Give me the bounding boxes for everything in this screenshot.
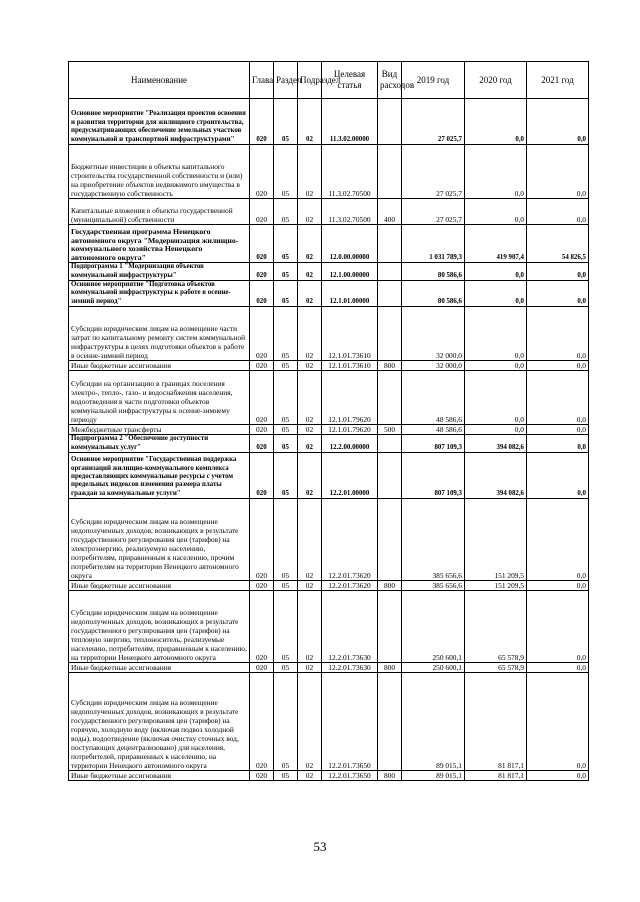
row-2020: 65 578,9 bbox=[465, 591, 527, 663]
row-podrazdel: 02 bbox=[298, 361, 322, 371]
row-vid bbox=[378, 307, 402, 361]
row-razdel: 05 bbox=[274, 771, 298, 781]
row-vid: 400 bbox=[378, 199, 402, 225]
row-razdel: 05 bbox=[274, 199, 298, 225]
row-vid bbox=[378, 145, 402, 199]
row-vid bbox=[378, 591, 402, 663]
row-name: Иные бюджетные ассигнования bbox=[69, 663, 250, 673]
row-name: Основное мероприятие "Реализация проектов освоения и развития территории для жилищного строительства, предусматривающих обеспечение земельных участков коммунальной и транспортной инфраструктурами" bbox=[69, 99, 250, 145]
header-target: Целевая статья bbox=[322, 62, 378, 99]
table-row bbox=[69, 361, 589, 371]
row-2020: 394 082,6 bbox=[465, 453, 527, 499]
row-target: 12.2.01.73630 bbox=[322, 663, 378, 673]
row-podrazdel: 02 bbox=[298, 673, 322, 771]
row-name: Государственная программа Ненецкого автономного округа "Модернизация жилищно-коммунального хозяйства Ненецкого автономного округа" bbox=[69, 225, 250, 263]
row-2021: 0,0 bbox=[527, 591, 589, 663]
row-name: Бюджетные инвестиции в объекты капитального строительства государственной собственности и (или) на приобретение объектов недвижимого имущества в государственную собственность bbox=[69, 145, 250, 199]
row-2019: 250 600,1 bbox=[402, 591, 465, 663]
row-podrazdel: 02 bbox=[298, 371, 322, 425]
row-2020: 0,0 bbox=[465, 199, 527, 225]
header-2020: 2020 год bbox=[465, 62, 527, 99]
budget-table bbox=[68, 61, 589, 781]
row-target: 11.3.02.00000 bbox=[322, 99, 378, 145]
row-target: 12.2.01.73650 bbox=[322, 673, 378, 771]
row-vid: 500 bbox=[378, 425, 402, 435]
table-row bbox=[69, 307, 589, 361]
row-name: Субсидии на организацию в границах поселения электро-, тепло-, газо- и водоснабжения населения, водоотведения в части подготовки объектов коммунальной инфраструктуры к осенне-зимнему периоду bbox=[69, 371, 250, 425]
row-target: 12.1.01.73610 bbox=[322, 307, 378, 361]
row-2019: 807 109,3 bbox=[402, 453, 465, 499]
table-row bbox=[69, 145, 589, 199]
row-glava: 020 bbox=[250, 771, 274, 781]
row-2019: 89 015,1 bbox=[402, 673, 465, 771]
row-target: 12.2.01.00000 bbox=[322, 453, 378, 499]
row-2020: 81 817,1 bbox=[465, 771, 527, 781]
row-2019: 807 109,3 bbox=[402, 435, 465, 453]
table-row bbox=[69, 425, 589, 435]
header-2021: 2021 год bbox=[527, 62, 589, 99]
row-podrazdel: 02 bbox=[298, 307, 322, 361]
row-razdel: 05 bbox=[274, 435, 298, 453]
row-razdel: 05 bbox=[274, 361, 298, 371]
table-row bbox=[69, 673, 589, 771]
row-2021: 0,0 bbox=[527, 145, 589, 199]
row-target: 12.1.01.79620 bbox=[322, 425, 378, 435]
row-glava: 020 bbox=[250, 425, 274, 435]
row-name: Иные бюджетные ассигнования bbox=[69, 361, 250, 371]
row-2021: 54 826,5 bbox=[527, 225, 589, 263]
row-vid bbox=[378, 99, 402, 145]
row-2019: 32 000,0 bbox=[402, 307, 465, 361]
row-2020: 0,0 bbox=[465, 145, 527, 199]
row-name: Иные бюджетные ассигнования bbox=[69, 771, 250, 781]
row-glava: 020 bbox=[250, 499, 274, 581]
table-row bbox=[69, 99, 589, 145]
row-razdel: 05 bbox=[274, 663, 298, 673]
row-razdel: 05 bbox=[274, 499, 298, 581]
row-2021: 0,0 bbox=[527, 771, 589, 781]
row-vid: 800 bbox=[378, 663, 402, 673]
row-2021: 0,0 bbox=[527, 425, 589, 435]
row-2019: 32 000,0 bbox=[402, 361, 465, 371]
table-body bbox=[69, 99, 589, 781]
row-vid bbox=[378, 499, 402, 581]
header-2019: 2019 год bbox=[402, 62, 465, 99]
row-2020: 151 209,5 bbox=[465, 499, 527, 581]
row-vid bbox=[378, 225, 402, 263]
row-glava: 020 bbox=[250, 225, 274, 263]
row-2020: 0,0 bbox=[465, 425, 527, 435]
row-name: Субсидии юридическим лицам на возмещение недополученных доходов, возникающих в результате государственного регулирования цен (тарифов) на горячую, холодную воду (включая подвоз холодной воды), водоотведение (включая очистку сточных вод, поступающих децентрализовано) для населения, потребителей, приравненных к населению, на территории Ненецкого автономного округа bbox=[69, 673, 250, 771]
row-2019: 385 656,6 bbox=[402, 499, 465, 581]
row-podrazdel: 02 bbox=[298, 581, 322, 591]
row-2021: 0,0 bbox=[527, 371, 589, 425]
row-razdel: 05 bbox=[274, 99, 298, 145]
row-podrazdel: 02 bbox=[298, 199, 322, 225]
row-2020: 0,0 bbox=[465, 263, 527, 281]
row-2019: 48 586,6 bbox=[402, 425, 465, 435]
row-razdel: 05 bbox=[274, 145, 298, 199]
row-2021: 0,0 bbox=[527, 99, 589, 145]
row-name: Межбюджетные трансферты bbox=[69, 425, 250, 435]
table-row bbox=[69, 371, 589, 425]
row-2019: 48 586,6 bbox=[402, 371, 465, 425]
table-row bbox=[69, 453, 589, 499]
row-2021: 0,0 bbox=[527, 663, 589, 673]
row-vid: 800 bbox=[378, 771, 402, 781]
row-2021: 0,0 bbox=[527, 307, 589, 361]
row-glava: 020 bbox=[250, 307, 274, 361]
row-2020: 0,0 bbox=[465, 99, 527, 145]
table-row bbox=[69, 663, 589, 673]
row-2020: 419 907,4 bbox=[465, 225, 527, 263]
row-target: 12.2.01.73620 bbox=[322, 499, 378, 581]
row-name: Капитальные вложения в объекты государственной (муниципальной) собственности bbox=[69, 199, 250, 225]
row-podrazdel: 02 bbox=[298, 435, 322, 453]
row-2019: 250 600,1 bbox=[402, 663, 465, 673]
table-row bbox=[69, 263, 589, 281]
table-row bbox=[69, 581, 589, 591]
row-name: Иные бюджетные ассигнования bbox=[69, 581, 250, 591]
row-2019: 89 015,1 bbox=[402, 771, 465, 781]
row-vid bbox=[378, 371, 402, 425]
row-glava: 020 bbox=[250, 673, 274, 771]
header-razdel: Раздел bbox=[274, 62, 298, 99]
row-2021: 0,0 bbox=[527, 263, 589, 281]
table-row bbox=[69, 499, 589, 581]
row-razdel: 05 bbox=[274, 453, 298, 499]
row-podrazdel: 02 bbox=[298, 281, 322, 307]
row-target: 11.3.02.70500 bbox=[322, 199, 378, 225]
row-glava: 020 bbox=[250, 263, 274, 281]
row-name: Основное мероприятие "Государственная поддержка организаций жилищно-коммунального комплекса предоставляющих коммунальные ресурсы с учетом предельных индексов изменения размера платы граждан за коммунальные услуги" bbox=[69, 453, 250, 499]
row-razdel: 05 bbox=[274, 263, 298, 281]
row-2020: 0,0 bbox=[465, 307, 527, 361]
row-target: 12.1.01.00000 bbox=[322, 281, 378, 307]
row-name: Подпрограмма 1 "Модернизация объектов коммунальной инфраструктуры" bbox=[69, 263, 250, 281]
row-target: 12.2.01.73630 bbox=[322, 591, 378, 663]
table-row bbox=[69, 435, 589, 453]
row-2021: 0,0 bbox=[527, 199, 589, 225]
row-podrazdel: 02 bbox=[298, 145, 322, 199]
row-target: 12.1.00.00000 bbox=[322, 263, 378, 281]
row-target: 12.2.00.00000 bbox=[322, 435, 378, 453]
table-row bbox=[69, 199, 589, 225]
row-glava: 020 bbox=[250, 435, 274, 453]
row-name: Субсидии юридическим лицам на возмещение части затрат по капитальному ремонту систем коммунальной инфраструктуры в целях подготовки объектов к работе в осенне-зимний период bbox=[69, 307, 250, 361]
row-podrazdel: 02 bbox=[298, 663, 322, 673]
row-glava: 020 bbox=[250, 99, 274, 145]
row-vid bbox=[378, 281, 402, 307]
row-target: 11.3.02.70500 bbox=[322, 145, 378, 199]
row-target: 12.1.01.73610 bbox=[322, 361, 378, 371]
row-2020: 394 082,6 bbox=[465, 435, 527, 453]
row-target: 12.0.00.00000 bbox=[322, 225, 378, 263]
row-name: Подпрограмма 2 "Обеспечение доступности коммунальных услуг" bbox=[69, 435, 250, 453]
table-row bbox=[69, 591, 589, 663]
row-target: 12.2.01.73650 bbox=[322, 771, 378, 781]
row-name: Субсидии юридическим лицам на возмещение недополученных доходов, возникающих в результате государственного регулирования цен (тарифов) на электроэнергию, реализуемую населению, потребителям, приравненным к населению, прочим потребителям на территории Ненецкого автономного округа bbox=[69, 499, 250, 581]
row-2019: 80 586,6 bbox=[402, 263, 465, 281]
row-2021: 0,0 bbox=[527, 281, 589, 307]
row-razdel: 05 bbox=[274, 425, 298, 435]
row-2019: 385 656,6 bbox=[402, 581, 465, 591]
row-2021: 0,0 bbox=[527, 453, 589, 499]
row-target: 12.2.01.73620 bbox=[322, 581, 378, 591]
row-razdel: 05 bbox=[274, 591, 298, 663]
row-2019: 27 025,7 bbox=[402, 99, 465, 145]
row-2020: 151 209,5 bbox=[465, 581, 527, 591]
row-2021: 0,0 bbox=[527, 581, 589, 591]
row-glava: 020 bbox=[250, 371, 274, 425]
row-podrazdel: 02 bbox=[298, 771, 322, 781]
row-name: Субсидии юридическим лицам на возмещение недополученных доходов, возникающих в результате государственного регулирования цен (тарифов) на тепловую энергию, теплоноситель, реализуемые населению, потребителям, приравненным к населению, на территории Ненецкого автономного округа bbox=[69, 591, 250, 663]
row-name: Основное мероприятие "Подготовка объектов коммунальной инфраструктуры к работе в осенне-зимний период" bbox=[69, 281, 250, 307]
header-vid: Вид расходов bbox=[378, 62, 402, 99]
row-razdel: 05 bbox=[274, 225, 298, 263]
header-glava: Глава bbox=[250, 62, 274, 99]
row-podrazdel: 02 bbox=[298, 263, 322, 281]
row-vid bbox=[378, 673, 402, 771]
row-2019: 80 586,6 bbox=[402, 281, 465, 307]
row-razdel: 05 bbox=[274, 673, 298, 771]
row-glava: 020 bbox=[250, 663, 274, 673]
header-name: Наименование bbox=[69, 62, 250, 99]
row-2021: 0,0 bbox=[527, 673, 589, 771]
row-glava: 020 bbox=[250, 361, 274, 371]
row-2020: 0,0 bbox=[465, 281, 527, 307]
table-row bbox=[69, 225, 589, 263]
row-podrazdel: 02 bbox=[298, 591, 322, 663]
row-2020: 0,0 bbox=[465, 371, 527, 425]
row-razdel: 05 bbox=[274, 307, 298, 361]
row-2021: 0,0 bbox=[527, 435, 589, 453]
row-glava: 020 bbox=[250, 199, 274, 225]
row-vid: 800 bbox=[378, 361, 402, 371]
table-row bbox=[69, 771, 589, 781]
page-number: 53 bbox=[313, 839, 327, 854]
row-2019: 27 025,7 bbox=[402, 199, 465, 225]
row-vid bbox=[378, 263, 402, 281]
row-podrazdel: 02 bbox=[298, 499, 322, 581]
row-glava: 020 bbox=[250, 453, 274, 499]
row-vid bbox=[378, 435, 402, 453]
table-row bbox=[69, 281, 589, 307]
row-vid: 800 bbox=[378, 581, 402, 591]
row-razdel: 05 bbox=[274, 371, 298, 425]
row-podrazdel: 02 bbox=[298, 225, 322, 263]
row-2021: 0,0 bbox=[527, 361, 589, 371]
row-2020: 0,0 bbox=[465, 361, 527, 371]
row-glava: 020 bbox=[250, 281, 274, 307]
row-2019: 27 025,7 bbox=[402, 145, 465, 199]
row-razdel: 05 bbox=[274, 581, 298, 591]
row-glava: 020 bbox=[250, 591, 274, 663]
row-glava: 020 bbox=[250, 581, 274, 591]
row-2020: 81 817,1 bbox=[465, 673, 527, 771]
row-podrazdel: 02 bbox=[298, 425, 322, 435]
row-glava: 020 bbox=[250, 145, 274, 199]
row-vid bbox=[378, 453, 402, 499]
header-podrazdel: Подраздел bbox=[298, 62, 322, 99]
row-2020: 65 578,9 bbox=[465, 663, 527, 673]
row-target: 12.1.01.79620 bbox=[322, 371, 378, 425]
row-podrazdel: 02 bbox=[298, 453, 322, 499]
row-2021: 0,0 bbox=[527, 499, 589, 581]
row-podrazdel: 02 bbox=[298, 99, 322, 145]
row-razdel: 05 bbox=[274, 281, 298, 307]
row-2019: 1 031 789,3 bbox=[402, 225, 465, 263]
table-header-row bbox=[69, 62, 589, 99]
